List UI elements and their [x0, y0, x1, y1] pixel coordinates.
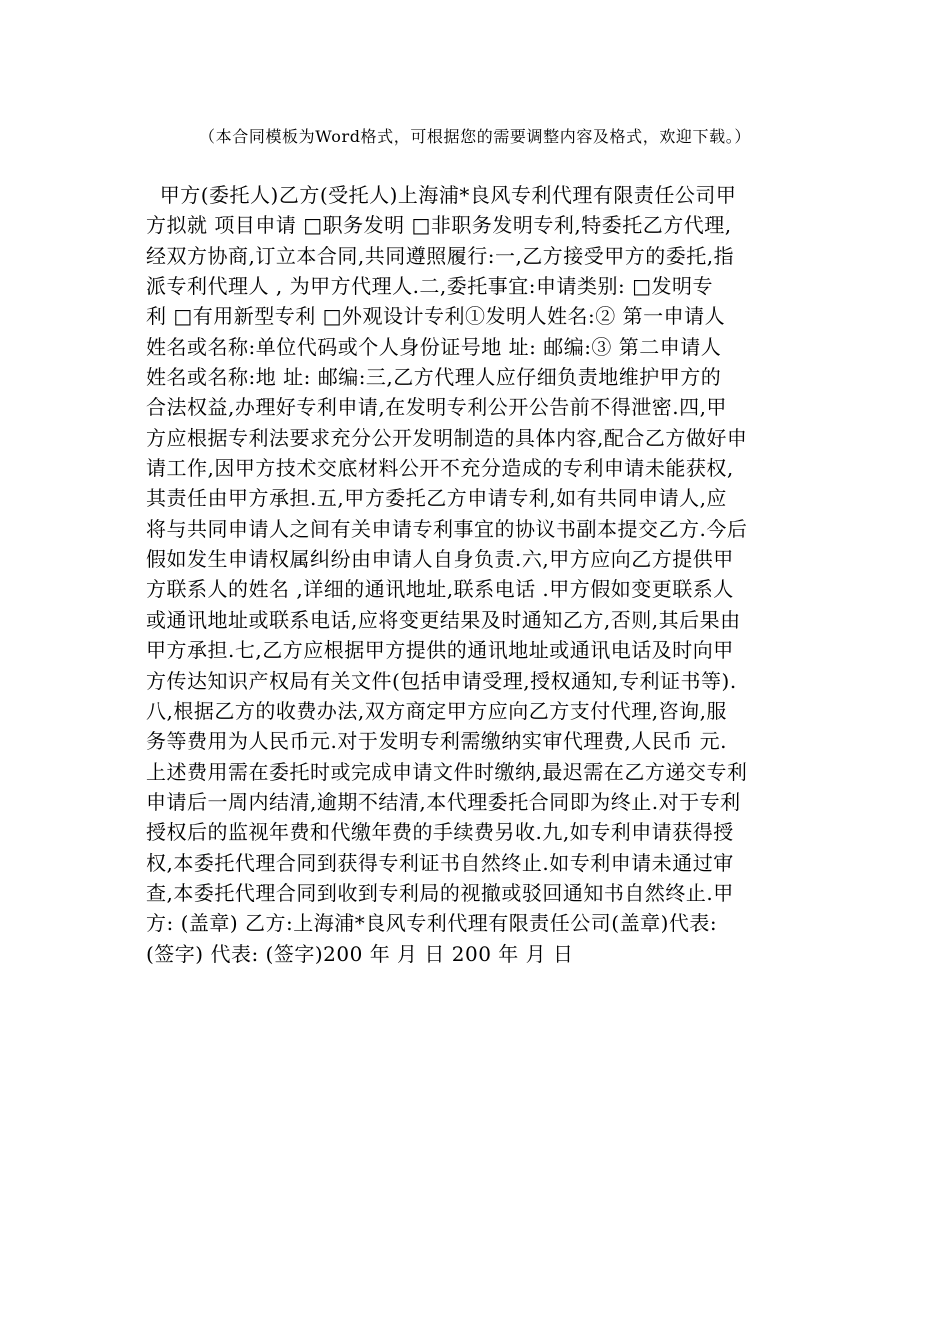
contract-line: 经双方协商,订立本合同,共同遵照履行:一,乙方接受甲方的委托,指 — [146, 243, 735, 268]
contract-body — [146, 180, 816, 969]
contract-line: (签字) 代表: (签字)200 年 月 日 200 年 月 日 — [146, 941, 574, 966]
contract-line: 甲方承担.七,乙方应根据甲方提供的通讯地址或通讯电话及时向甲 — [146, 638, 734, 663]
contract-line: 派专利代理人 , 为甲方代理人.二,委托事宜:申请类别: □发明专 — [146, 274, 714, 299]
contract-line: 方联系人的姓名 ,详细的通讯地址,联系电话 .甲方假如变更联系人 — [146, 577, 734, 602]
contract-line: 上述费用需在委托时或完成申请文件时缴纳,最迟需在乙方递交专利 — [146, 759, 748, 784]
contract-line: 查,本委托代理合同到收到专利局的视撤或驳回通知书自然终止.甲 — [146, 880, 734, 905]
contract-line: 方应根据专利法要求充分公开发明制造的具体内容,配合乙方做好申 — [146, 425, 748, 450]
contract-line: 务等费用为人民币元.对于发明专利需缴纳实审代理费,人民币 元. — [146, 729, 727, 754]
contract-line: 八,根据乙方的收费办法,双方商定甲方应向乙方支付代理,咨询,服 — [146, 698, 727, 723]
contract-line: 姓名或名称:单位代码或个人身份证号地 址: 邮编:③ 第二申请人 — [146, 334, 722, 359]
contract-line: 方: (盖章) 乙方:上海浦*良风专利代理有限责任公司(盖章)代表: — [146, 911, 718, 936]
contract-line: 将与共同申请人之间有关申请专利事宜的协议书副本提交乙方.今后 — [146, 516, 748, 541]
contract-line: 姓名或名称:地 址: 邮编:三,乙方代理人应仔细负责地维护甲方的 — [146, 365, 722, 390]
contract-line: 方拟就 项目申请 □职务发明 □非职务发明专利,特委托乙方代理, — [146, 213, 732, 238]
contract-line: 利 □有用新型专利 □外观设计专利①发明人姓名:② 第一申请人 — [146, 304, 726, 329]
contract-line: 假如发生申请权属纠纷由申请人自身负责.六,甲方应向乙方提供甲 — [146, 547, 734, 572]
template-note: （本合同模板为Word格式，可根据您的需要调整内容及格式，欢迎下载。） — [199, 127, 751, 146]
contract-line: 请工作,因甲方技术交底材料公开不充分造成的专利申请未能获权, — [146, 456, 734, 481]
contract-line: 其责任由甲方承担.五,甲方委托乙方申请专利,如有共同申请人,应 — [146, 486, 727, 511]
contract-line: 或通讯地址或联系电话,应将变更结果及时通知乙方,否则,其后果由 — [146, 607, 741, 632]
contract-line: 权,本委托代理合同到获得专利证书自然终止.如专利申请未通过审 — [146, 850, 734, 875]
contract-line: 合法权益,办理好专利申请,在发明专利公开公告前不得泄密.四,甲 — [146, 395, 727, 420]
contract-line: 申请后一周内结清,逾期不结清,本代理委托合同即为终止.对于专利 — [146, 789, 741, 814]
contract-line: 授权后的监视年费和代缴年费的手续费另收.九,如专利申请获得授 — [146, 820, 734, 845]
contract-line: 甲方(委托人)乙方(受托人)上海浦*良风专利代理有限责任公司甲 — [146, 183, 737, 207]
contract-line: 方传达知识产权局有关文件(包括申请受理,授权通知,专利证书等). — [146, 668, 737, 693]
